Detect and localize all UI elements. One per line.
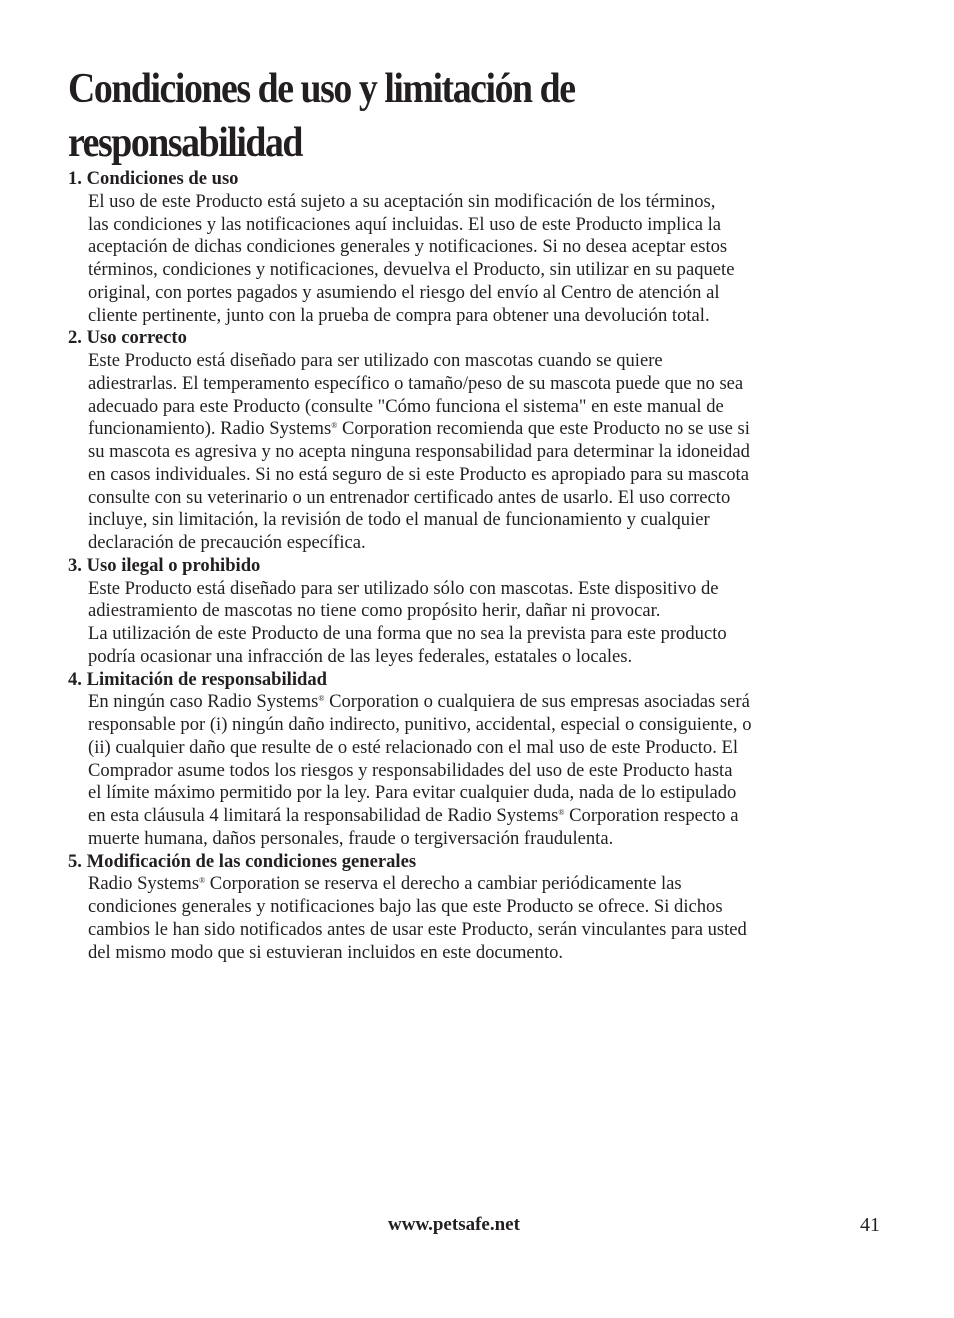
body-line: (ii) cualquier daño que resulte de o esté relacionado con el mal uso de este Producto. El [88, 736, 739, 758]
body-line: original, con portes pagados y asumiendo el riesgo del envío al Centro de atención al [88, 281, 720, 303]
body-line: Este Producto está diseñado para ser utilizado con mascotas cuando se quiere [88, 350, 663, 371]
page-number: 41 [860, 1214, 880, 1236]
body-line: funcionamiento). Radio Systems® Corporation recomienda que este Producto no se use si [88, 418, 750, 440]
registered-mark: ® [558, 808, 565, 817]
section-heading: 4. Limitación de responsabilidad [68, 668, 327, 690]
body-line: Comprador asume todos los riesgos y responsabilidades del uso de este Producto hasta [88, 759, 733, 781]
body-line: adecuado para este Producto (consulte "Cómo funciona el sistema" en este manual de [88, 395, 724, 417]
body-line: aceptación de dichas condiciones generales y notificaciones. Si no desea aceptar estos [88, 236, 728, 258]
section-heading: 2. Uso correcto [68, 327, 187, 349]
document-body [68, 168, 898, 964]
body-line: El uso de este Producto está sujeto a su aceptación sin modificación de los términos, [88, 190, 716, 212]
body-line: en esta cláusula 4 limitará la responsabilidad de Radio Systems® Corporation respecto a [88, 805, 739, 826]
body-line: declaración de precaución específica. [88, 532, 366, 553]
body-line: en casos individuales. Si no está seguro de si este Producto es apropiado para su mascota [88, 463, 749, 485]
section-limitation-of-liability [68, 669, 898, 851]
section-correct-use [68, 327, 898, 555]
body-line: su mascota es agresiva y no acepta ninguna responsabilidad para determinar la idoneidad [88, 441, 750, 462]
section-heading: 3. Uso ilegal o prohibido [68, 554, 261, 576]
registered-mark: ® [331, 421, 338, 431]
body-line: Este Producto está diseñado para ser utilizado sólo con mascotas. Este dispositivo de [88, 577, 719, 599]
body-line: La utilización de este Producto de una forma que no sea la prevista para este producto [88, 623, 727, 644]
section-heading: 1. Condiciones de uso [68, 168, 239, 189]
page-title: Condiciones de uso y limitación de responsabilidad [68, 66, 575, 166]
body-line: el límite máximo permitido por la ley. Para evitar cualquier duda, nada de lo estipulado [88, 782, 737, 804]
body-line: muerte humana, daños personales, fraude o tergiversación fraudulenta. [88, 827, 614, 849]
body-line: Radio Systems® Corporation se reserva el derecho a cambiar periódicamente las [88, 873, 682, 895]
body-line: condiciones generales y notificaciones bajo las que este Producto se ofrece. Si dichos [88, 896, 723, 917]
body-line: cambios le han sido notificados antes de usar este Producto, serán vinculantes para usted [88, 918, 747, 940]
body-line: En ningún caso Radio Systems® Corporation o cualquiera de sus empresas asociadas será [88, 691, 750, 713]
section-conditions-of-use [68, 168, 898, 327]
body-line: cliente pertinente, junto con la prueba de compra para obtener una devolución total. [88, 304, 710, 326]
body-line: podría ocasionar una infracción de las leyes federales, estatales o locales. [88, 645, 633, 667]
registered-mark: ® [199, 876, 206, 886]
footer-website-url: www.petsafe.net [388, 1214, 520, 1235]
section-heading: 5. Modificación de las condiciones generales [68, 850, 417, 872]
registered-mark: ® [318, 694, 325, 704]
body-line: del mismo modo que si estuvieran incluidos en este documento. [88, 941, 564, 963]
body-line: responsable por (i) ningún daño indirecto, punitivo, accidental, especial o consiguiente, o [88, 714, 752, 735]
body-line: incluye, sin limitación, la revisión de todo el manual de funcionamiento y cualquier [88, 509, 710, 531]
body-line: las condiciones y las notificaciones aquí incluidas. El uso de este Producto implica la [88, 213, 722, 235]
body-line: adiestrarlas. El temperamento específico o tamaño/peso de su mascota puede que no sea [88, 372, 744, 394]
body-line: adiestramiento de mascotas no tiene como propósito herir, dañar ni provocar. [88, 600, 661, 622]
section-illegal-use [68, 555, 898, 669]
section-modification-of-terms [68, 851, 898, 965]
body-line: consulte con su veterinario o un entrenador certificado antes de usarlo. El uso correcto [88, 486, 731, 508]
body-line: términos, condiciones y notificaciones, devuelva el Producto, sin utilizar en su paquete [88, 259, 735, 280]
